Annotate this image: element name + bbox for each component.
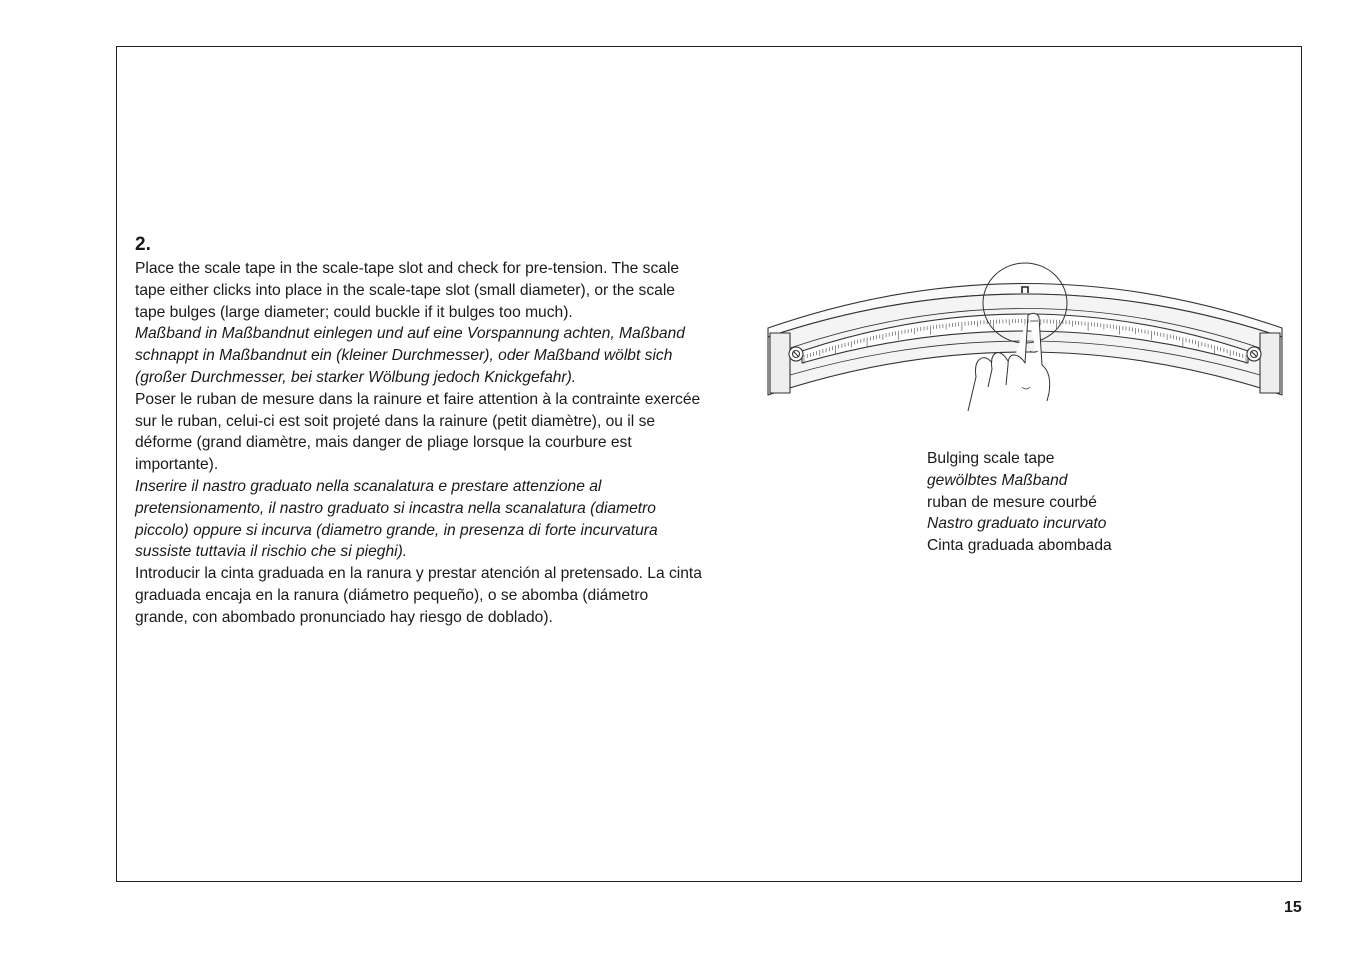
page-number: 15 [1284,899,1302,916]
right-end-block [1260,333,1280,393]
instruction-fr: Poser le ruban de mesure dans la rainure et faire attention à la contrainte exercée sur le ruban, celui-ci est soit projeté dans la rainure (petit diamètre), ou il se déforme (grand diamètre, mais danger de pliage lorsque la courbure est importante). [135,390,701,474]
instruction-es: Introducir la cinta graduada en la ranura y prestar atención al pretensado. La cinta graduada encaja en la ranura (diámetro pequeño), o se abomba (diámetro grande, con abombado pronunciado hay riesgo de doblado). [135,565,702,626]
caption-de: gewölbtes Maßband [927,471,1068,489]
left-end-block [770,333,790,393]
caption-it: Nastro graduato incurvato [927,515,1107,533]
scale-tape-illustration [760,255,1290,420]
instruction-text [135,258,705,629]
instruction-de: Maßband in Maßbandnut einlegen und auf eine Vorspannung achten, Maßband schnappt in Maßbandnut ein (kleiner Durchmesser), oder Maßband wölbt sich (großer Durchmesser, bei starker Wölbung jedoch Knickgefahr). [135,325,685,386]
instruction-en: Place the scale tape in the scale-tape slot and check for pre-tension. The scale tape either clicks into place in the scale-tape slot (small diameter), or the scale tape bulges (large diameter; could buckle if it bulges too much). [135,260,680,321]
step-number: 2. [135,234,151,255]
caption-es: Cinta graduada abombada [927,537,1112,555]
caption-fr: ruban de mesure courbé [927,493,1097,511]
caption-en: Bulging scale tape [927,450,1055,467]
left-screw-icon [789,347,803,361]
right-screw-icon [1247,347,1261,361]
figure-caption [927,448,1112,557]
instruction-it: Inserire il nastro graduato nella scanalatura e prestare attenzione al pretensionamento, il nastro graduato si incastra nella scanalatura (diametro piccolo) oppure si incurva (diametro grande, in presenza di forte incurvatura sussiste tuttavia il rischio che si pieghi). [135,477,658,561]
